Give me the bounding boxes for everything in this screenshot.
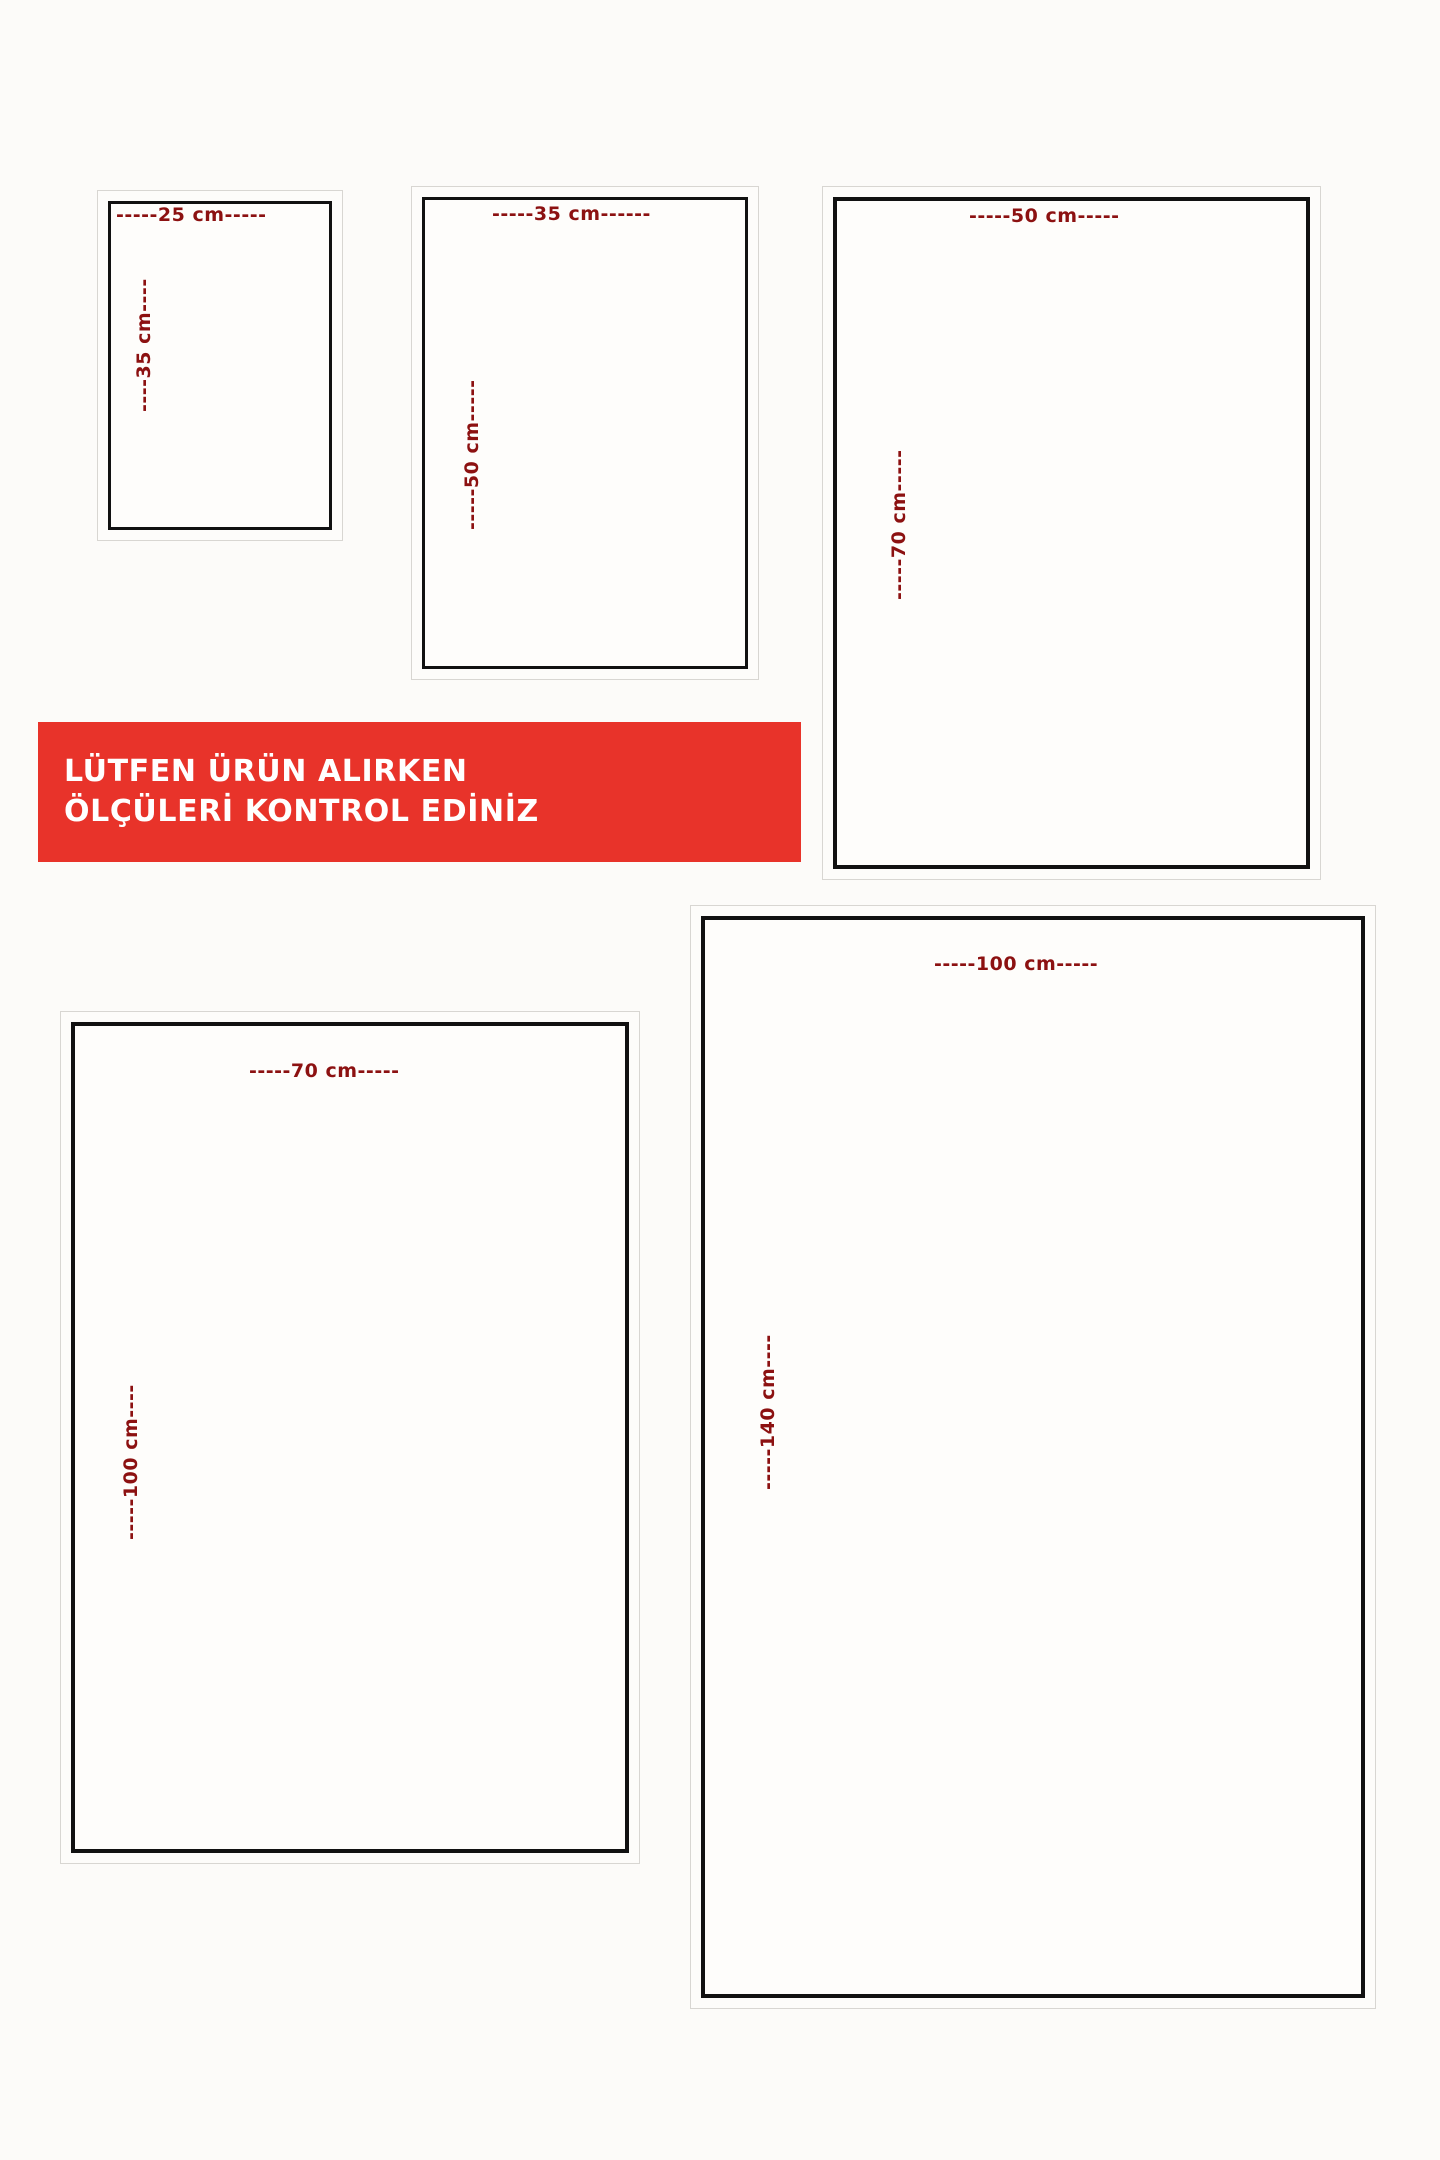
dim-height-100: -----100 cm---- [120,1384,142,1540]
dim-width-35: -----35 cm------ [492,203,651,225]
frame-70x100 [60,1011,640,1864]
dim-height-140: -----140 cm---- [757,1334,779,1490]
dim-width-25: -----25 cm----- [116,204,267,226]
warning-banner-line-1: LÜTFEN ÜRÜN ALIRKEN [64,754,468,790]
frame-inner-100x140 [701,916,1365,1998]
dim-height-70: -----70 cm----- [888,449,910,600]
frame-inner-70x100 [71,1022,629,1853]
dim-width-50: -----50 cm----- [969,205,1120,227]
dim-height-50: -----50 cm----- [461,379,483,530]
warning-banner [38,722,801,862]
warning-banner-line-2: ÖLÇÜLERİ KONTROL EDİNİZ [64,794,539,829]
frame-100x140 [690,905,1376,2009]
dim-width-70: -----70 cm----- [249,1060,400,1082]
dim-width-100: -----100 cm----- [934,953,1099,975]
dim-height-35: ----35 cm---- [133,278,155,412]
